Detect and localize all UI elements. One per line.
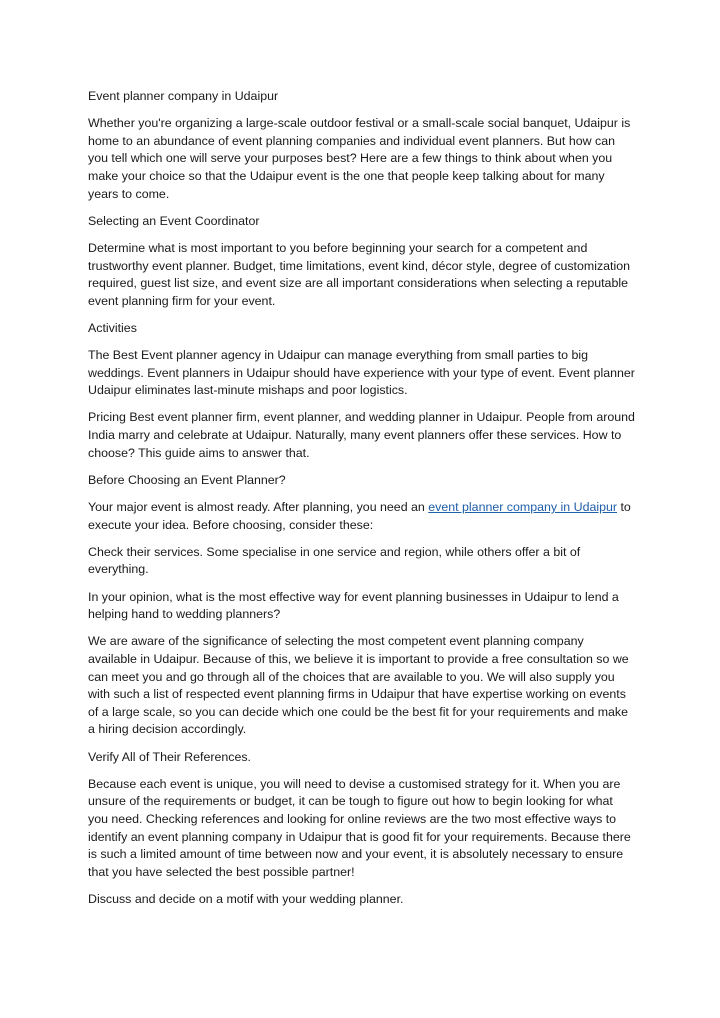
intro-paragraph: Whether you're organizing a large-scale outdoor festival or a small-scale social banquet, Udaipur is home to an abundance of event planning companies and individual event planners. But how can you tell which one will serve your purposes best? Here are a few things to think about when you make your choice so that the Udaipur event is the one that people keep talking about for many years to come. (88, 116, 631, 201)
discuss-motif-paragraph: Discuss and decide on a motif with your wedding planner. (88, 891, 404, 906)
opinion-paragraph: In your opinion, what is the most effective way for event planning businesses in Udaipur to lend a helping hand to wedding planners? (88, 589, 619, 622)
pricing-paragraph: Pricing Best event planner firm, event planner, and wedding planner in Udaipur. People from around India marry and celebrate at Udaipur. Naturally, many event planners offer these services. How to choose? This guide aims to answer that. (88, 410, 635, 460)
determine-paragraph: Determine what is most important to you before beginning your search for a competent and trustworthy event planner. Budget, time limitations, event kind, décor style, degree of customization required, guest list size, and event size are all important considerations when selecting a reputable event planning firm for your event. (88, 240, 631, 308)
best-agency-paragraph: The Best Event planner agency in Udaipur can manage everything from small parties to big weddings. Event planners in Udaipur should have experience with your type of event. Event planner Udaipur eliminates last-minute mishaps and poor logistics. (88, 348, 635, 398)
major-event-paragraph (88, 499, 636, 534)
check-services-paragraph: Check their services. Some specialise in one service and region, while others offer a bit of everything. (88, 544, 581, 577)
heading-verify-references: Verify All of Their References. (88, 749, 251, 764)
major-event-text-after: to execute your idea. Before choosing, consider these: (88, 500, 631, 532)
aware-paragraph: We are aware of the significance of selecting the most competent event planning company available in Udaipur. Because of this, we believe it is important to provide a free consultation so we can meet you and go through all of the choices that are available to you. We will also supply you with such a list of respected event planning firms in Udaipur that have expertise working on events of a large scale, so you can decide which one could be the best fit for your requirements and make a hiring decision accordingly. (88, 634, 629, 737)
heading-before-choosing: Before Choosing an Event Planner? (88, 472, 286, 487)
unique-event-paragraph: Because each event is unique, you will need to devise a customised strategy for it. When you are unsure of the requirements or budget, it can be tough to figure out how to begin looking for what you need. Checking references and looking for online reviews are the two most effective ways to identify an event planning company in Udaipur that is good fit for your requirements. Because there is such a limited amount of time between now and your event, it is absolutely necessary to ensure that you have selected the best possible partner! (88, 776, 631, 879)
document-body (88, 88, 636, 918)
heading-activities: Activities (88, 320, 137, 335)
major-event-text-before: Your major event is almost ready. After planning, you need an (88, 500, 425, 515)
document-title: Event planner company in Udaipur (88, 89, 279, 103)
event-planner-company-link[interactable]: event planner company in Udaipur (428, 500, 618, 515)
heading-selecting-coordinator: Selecting an Event Coordinator (88, 213, 260, 228)
